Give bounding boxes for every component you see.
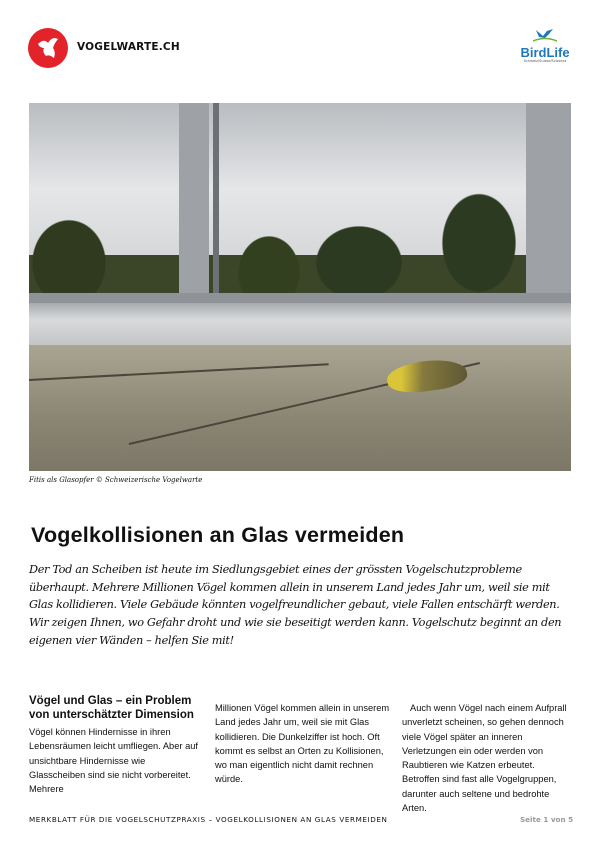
column-1-text: Vögel können Hindernisse in ihren Lebensräumen leicht umfliegen. Aber auf unsichtbare Hindernisse wie Glasscheiben sind sie nicht vorbereitet. Mehrere <box>29 727 199 795</box>
birdlife-logo <box>515 27 575 64</box>
hero-photo <box>29 103 571 471</box>
brand-name: VOGELWARTE.CH <box>77 41 180 53</box>
footer-title: MERKBLATT FÜR DIE VOGELSCHUTZPRAXIS – VOGELKOLLISIONEN AN GLAS VERMEIDEN <box>29 815 388 824</box>
photo-caption: Fitis als Glasopfer © Schweizerische Vogelwarte <box>29 476 203 484</box>
birdlife-subtitle: Schweiz/Suisse/Svizzera <box>523 59 567 63</box>
birdlife-bird-icon <box>533 28 557 42</box>
vogelwarte-logo <box>28 28 68 68</box>
page-title: Vogelkollisionen an Glas vermeiden <box>31 523 405 547</box>
page-number: Seite 1 von 5 <box>520 815 574 824</box>
birdlife-wordmark: BirdLife <box>520 45 570 60</box>
bird-icon <box>34 34 62 62</box>
column-2-text: Millionen Vögel kommen allein in unserem Land jedes Jahr um, weil sie mit Glas kollidieren. Die Dunkelziffer ist hoch. Oft kommt es selbst an Orten zu Kollisionen, wo man eigentlich nicht damit rechnen würde. <box>215 703 390 785</box>
column-3-text: Auch wenn Vögel nach einem Aufprall unverletzt scheinen, so gehen dennoch viele Vögel später an inneren Verletzungen ein oder werden von Raubtieren wie Katzen erbeutet. Betroffen sind fast alle Vogelgruppen, darunter auch seltene und bedrohte Arten. <box>402 703 567 814</box>
section-heading: Vögel und Glas – ein Problem von unterschätzter Dimension <box>29 695 194 721</box>
intro-paragraph: Der Tod an Scheiben ist heute im Siedlungsgebiet eines der grössten Vogelschutzprobleme überhaupt. Mehrere Millionen Vögel kommen allein in unserem Land jedes Jahr um, weil sie mit Glas kollidieren. Viele Gebäude könnten vogelfreundlicher gebaut, viele Fallen entschärft werden. Wir zeigen Ihnen, wo Gefahr droht und wie sie beseitigt werden kann. Vogelschutz beginnt an den eigenen vier Wänden – helfen Sie mit! <box>29 563 562 647</box>
column-1 <box>29 694 199 796</box>
